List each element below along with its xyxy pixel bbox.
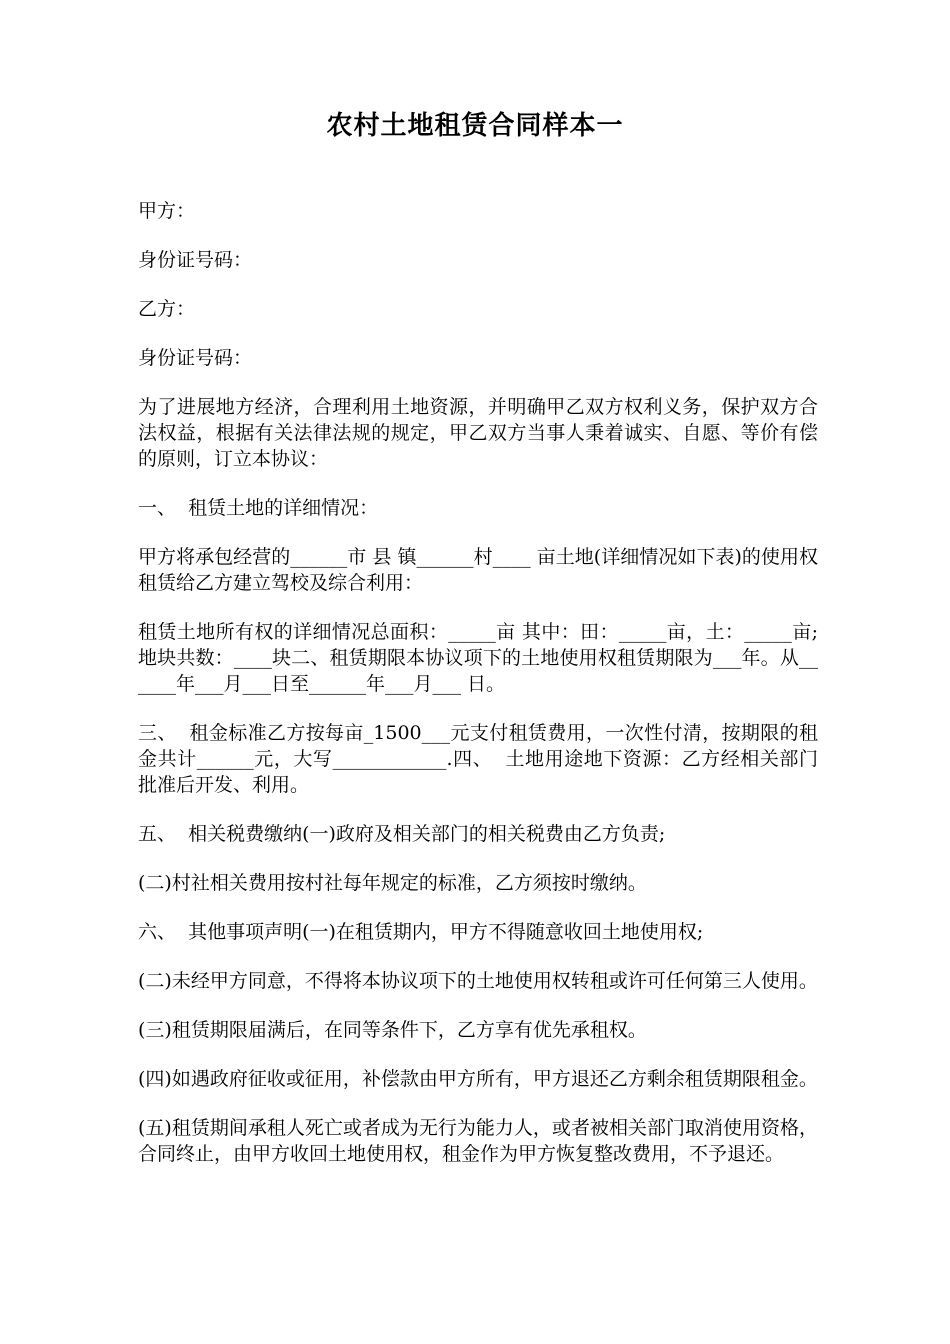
preamble-paragraph: 为了进展地方经济，合理利用土地资源，并明确甲乙双方权利义务，保护双方合法权益，根据有关法律法规的规定，甲乙双方当事人秉着诚实、自愿、等价有偿的原则，订立本协议： xyxy=(138,396,818,470)
document-title: 农村土地租赁合同样本一 xyxy=(326,111,624,141)
village-fee-paragraph: (二)村社相关费用按村社每年规定的标准，乙方须按时缴纳。 xyxy=(138,872,647,894)
sublease-clause: (二)未经甲方同意，不得将本协议项下的土地使用权转租或许可任何第三人使用。 xyxy=(138,970,818,992)
document-body xyxy=(138,198,818,1190)
tax-paragraph: 五、 相关税费缴纳(一)政府及相关部门的相关税费由乙方负责; xyxy=(138,823,666,845)
expropriation-clause: (四)如遇政府征收或征用，补偿款由甲方所有，甲方退还乙方剩余租赁期限租金。 xyxy=(138,1068,818,1090)
land-description-paragraph: 甲方将承包经营的______市 县 镇______村____ 亩土地(详细情况如下表)的使用权租赁给乙方建立驾校及综合利用： xyxy=(138,546,818,594)
land-area-term-paragraph: 租赁土地所有权的详细情况总面积：_____亩 其中：田：_____亩，土：_____亩;地块共数：____块二、租赁期限本协议项下的土地使用权租赁期限为___年。从______年___月___日至______年___月___ 日。 xyxy=(138,621,818,695)
party-a-id-label: 身份证号码： xyxy=(138,249,253,271)
party-b-label: 乙方： xyxy=(138,298,196,320)
party-b-id-label: 身份证号码： xyxy=(138,347,253,369)
priority-lease-clause: (三)租赁期限届满后，在同等条件下，乙方享有优先承租权。 xyxy=(138,1019,647,1041)
section-1-heading: 一、 租赁土地的详细情况： xyxy=(138,497,379,519)
other-matters-paragraph: 六、 其他事项声明(一)在租赁期内，甲方不得随意收回土地使用权; xyxy=(138,921,704,943)
party-a-label: 甲方： xyxy=(138,200,196,222)
termination-clause: (五)租赁期间承租人死亡或者成为无行为能力人，或者被相关部门取消使用资格，合同终止，由甲方收回土地使用权，租金作为甲方恢复整改费用，不予退还。 xyxy=(138,1117,818,1165)
rent-standard-paragraph: 三、 租金标准乙方按每亩_1500___元支付租赁费用，一次性付清，按期限的租金共计______元，大写____________.四、 土地用途地下资源：乙方经相关部门批准后开发、利用。 xyxy=(138,722,818,796)
